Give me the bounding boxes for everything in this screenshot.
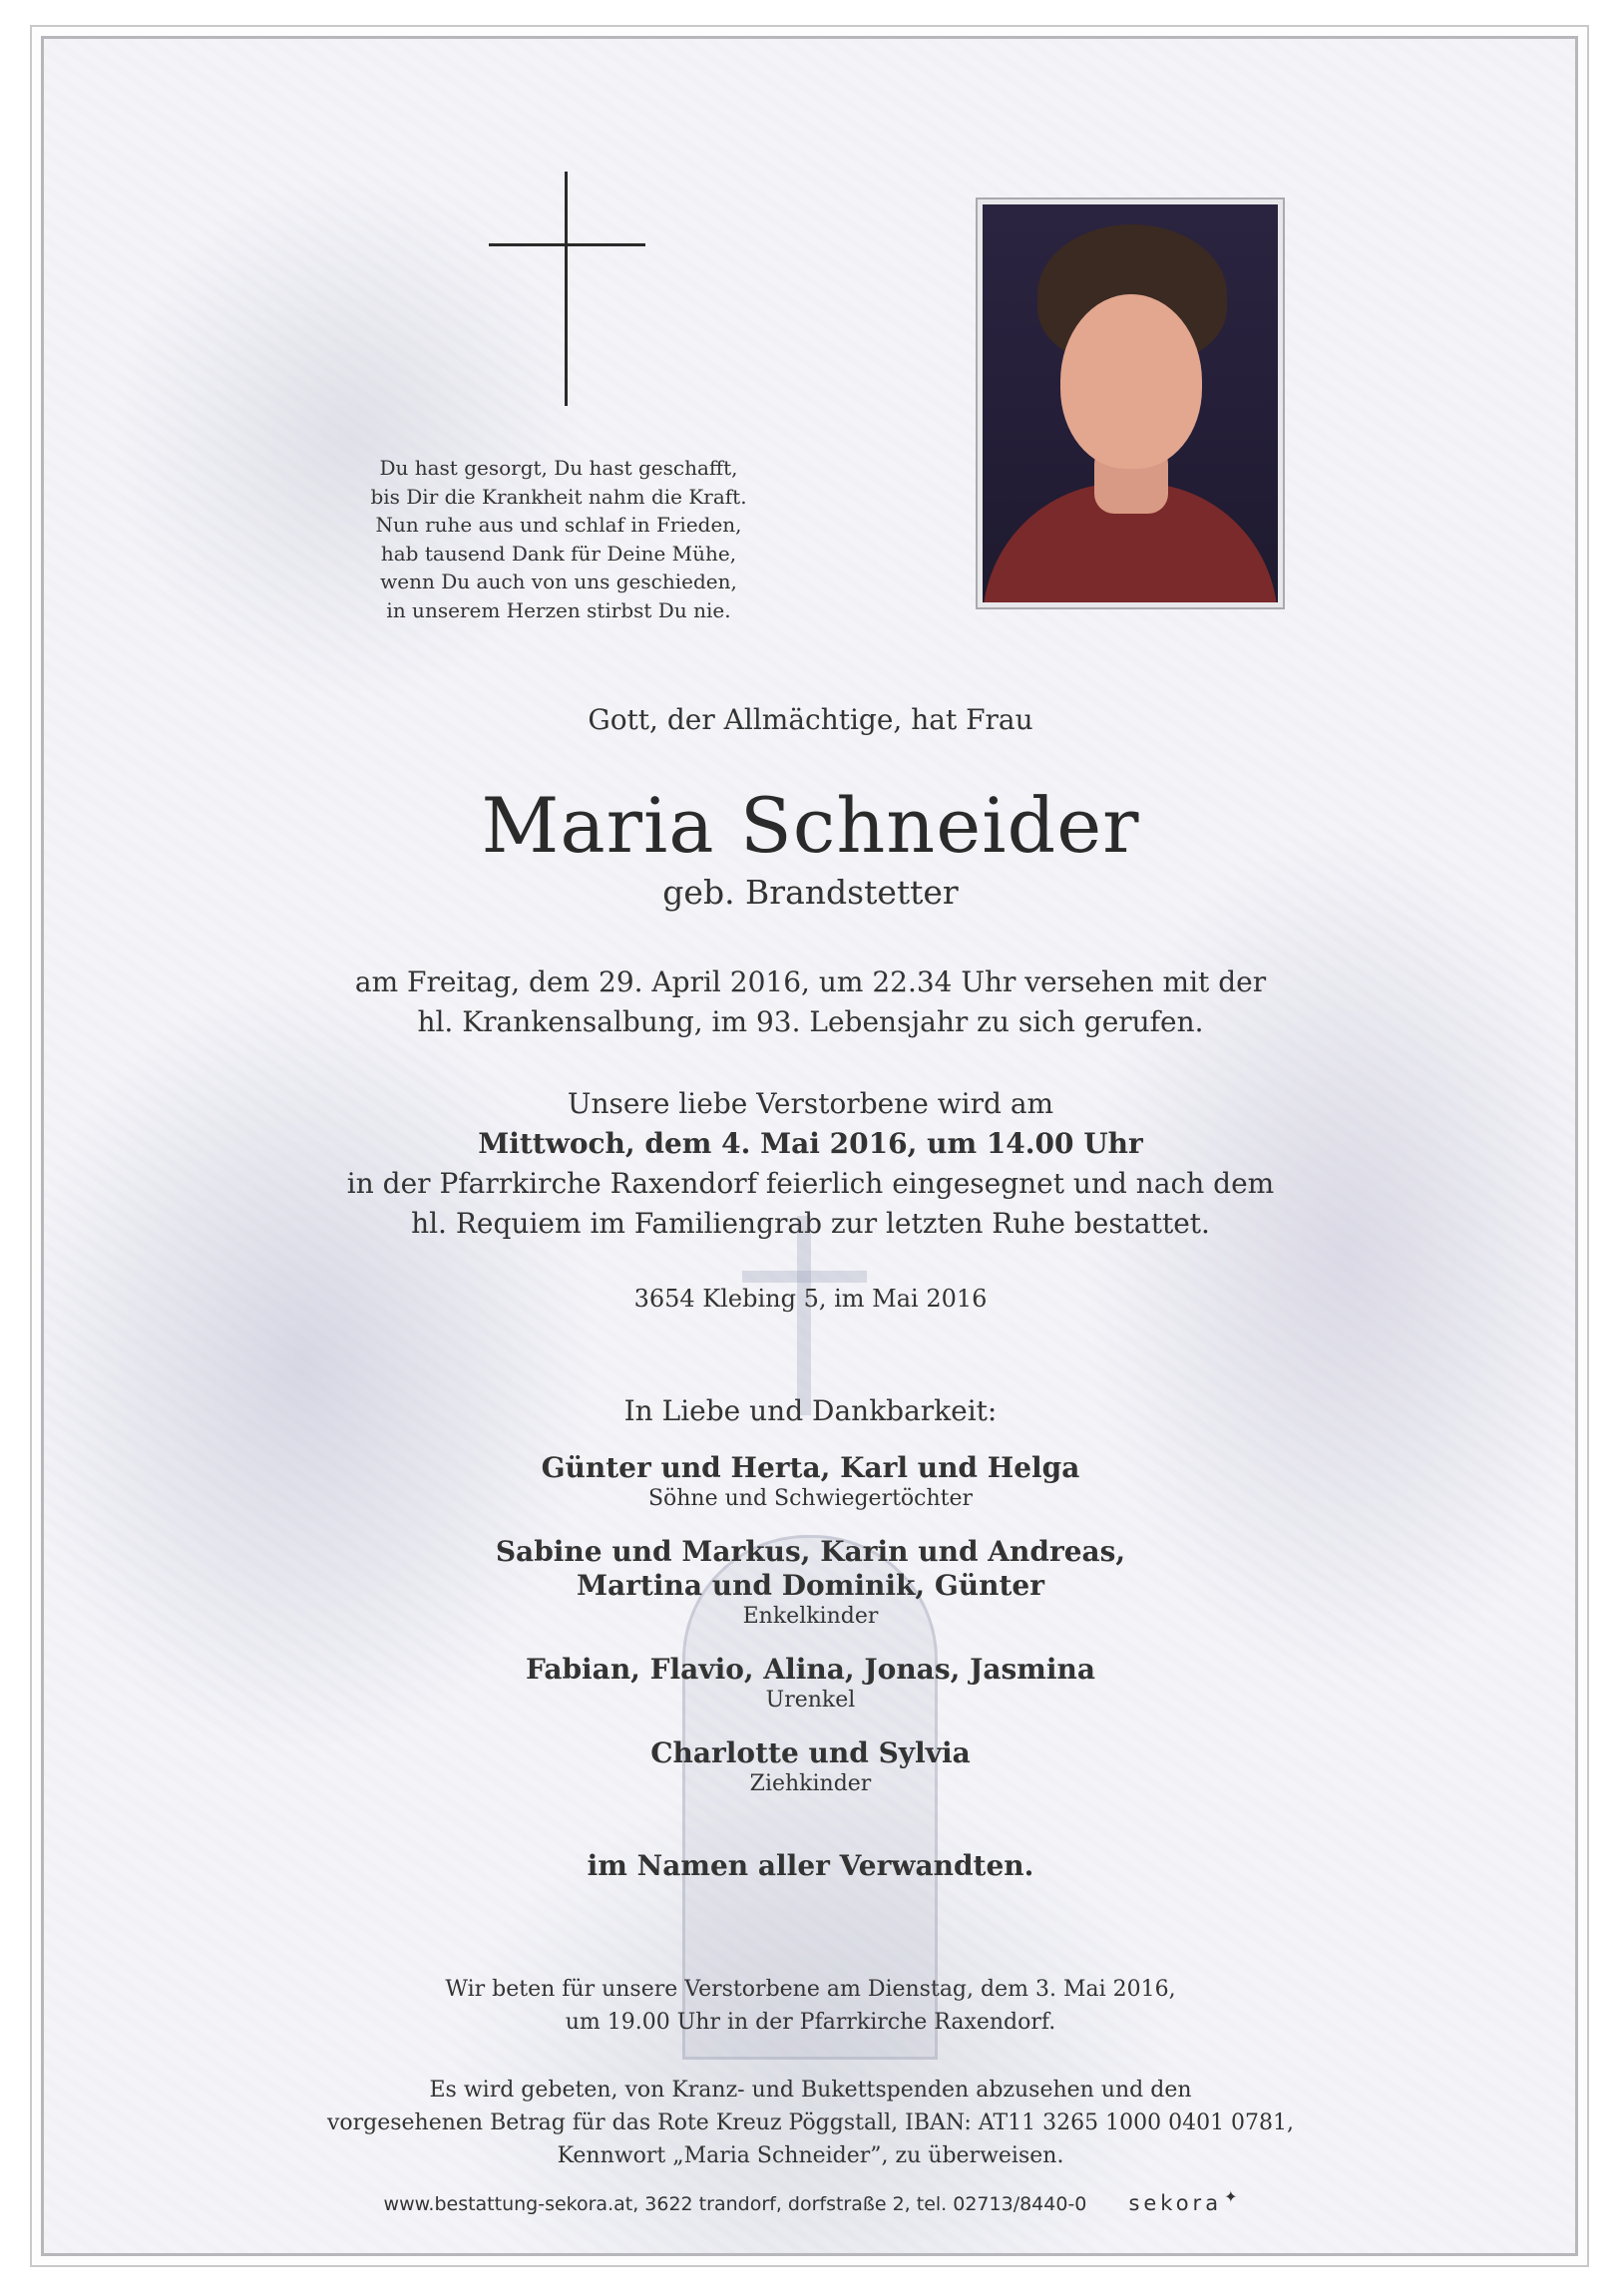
prayer-notice bbox=[0, 1973, 1621, 2039]
mourner-names: Günter und Herta, Karl und Helga bbox=[541, 1451, 1080, 1484]
funeral-date-time: Mittwoch, dem 4. Mai 2016, um 14.00 Uhr bbox=[478, 1127, 1143, 1160]
poem-line: hab tausend Dank für Deine Mühe, bbox=[380, 541, 737, 566]
closing-line: im Namen aller Verwandten. bbox=[587, 1849, 1034, 1882]
poem-line: bis Dir die Krankheit nahm die Kraft. bbox=[370, 484, 747, 509]
background-cross bbox=[797, 1216, 811, 1415]
donation-line: Kennwort „Maria Schneider”, zu überweisen. bbox=[557, 2143, 1064, 2168]
mourner-relation: Söhne und Schwiegertöchter bbox=[647, 1486, 974, 1511]
donation-notice bbox=[0, 2074, 1621, 2172]
death-notice-line: am Freitag, dem 29. April 2016, um 22.34 Uhr versehen mit der bbox=[354, 965, 1267, 998]
mourner-relation: Enkelkinder bbox=[742, 1604, 879, 1629]
mourner-relation: Ziehkinder bbox=[749, 1771, 872, 1796]
funeral-line: in der Pfarrkirche Raxendorf feierlich eingesegnet und nach dem bbox=[346, 1167, 1275, 1200]
place-date: 3654 Klebing 5, im Mai 2016 bbox=[633, 1285, 988, 1313]
portrait-photo bbox=[976, 197, 1285, 609]
deceased-name: Maria Schneider bbox=[481, 781, 1140, 870]
mourner-group bbox=[0, 1451, 1621, 1513]
poem bbox=[329, 454, 788, 624]
poem-line: wenn Du auch von uns geschieden, bbox=[380, 570, 737, 593]
poem-line: Nun ruhe aus und schlaf in Frieden, bbox=[375, 513, 742, 537]
maiden-name: geb. Brandstetter bbox=[662, 873, 959, 912]
mourner-group bbox=[0, 1535, 1621, 1631]
prayer-line: Wir beten für unsere Verstorbene am Dienstag, dem 3. Mai 2016, bbox=[445, 1977, 1176, 2002]
intro-line: Gott, der Allmächtige, hat Frau bbox=[588, 703, 1033, 736]
background-cross-arm bbox=[742, 1271, 867, 1283]
mourner-names: Martina und Dominik, Günter bbox=[577, 1569, 1044, 1602]
donation-line: Es wird gebeten, von Kranz- und Bukettspenden abzusehen und den bbox=[429, 2078, 1192, 2103]
mourner-group bbox=[0, 1736, 1621, 1798]
funeral-notice bbox=[0, 1084, 1621, 1244]
death-notice-line: hl. Krankensalbung, im 93. Lebensjahr zu sich gerufen. bbox=[417, 1005, 1204, 1038]
death-notice bbox=[0, 962, 1621, 1042]
love-line: In Liebe und Dankbarkeit: bbox=[623, 1394, 998, 1427]
prayer-line: um 19.00 Uhr in der Pfarrkirche Raxendorf. bbox=[565, 2010, 1056, 2035]
poem-line: Du hast gesorgt, Du hast geschafft, bbox=[379, 456, 738, 480]
footer-contact: www.bestattung-sekora.at, 3622 trandorf, dorfstraße 2, tel. 02713/8440-0 bbox=[383, 2193, 1087, 2215]
mourner-group bbox=[0, 1653, 1621, 1715]
footer bbox=[0, 2187, 1621, 2215]
mourner-names: Sabine und Markus, Karin und Andreas, bbox=[495, 1535, 1126, 1568]
donation-line: vorgesehenen Betrag für das Rote Kreuz Pöggstall, IBAN: AT11 3265 1000 0401 0781, bbox=[326, 2110, 1295, 2135]
mourner-names: Fabian, Flavio, Alina, Jonas, Jasmina bbox=[525, 1653, 1096, 1686]
funeral-line: hl. Requiem im Familiengrab zur letzten Ruhe bestattet. bbox=[411, 1207, 1210, 1240]
mourner-names: Charlotte und Sylvia bbox=[650, 1736, 971, 1769]
mourner-relation: Urenkel bbox=[765, 1688, 856, 1713]
brand-logo: sekora bbox=[1128, 2191, 1223, 2215]
funeral-line: Unsere liebe Verstorbene wird am bbox=[567, 1087, 1054, 1120]
bird-icon: ✦ bbox=[1224, 2187, 1238, 2206]
poem-line: in unserem Herzen stirbst Du nie. bbox=[386, 597, 731, 622]
mourners-list bbox=[0, 1451, 1621, 1820]
